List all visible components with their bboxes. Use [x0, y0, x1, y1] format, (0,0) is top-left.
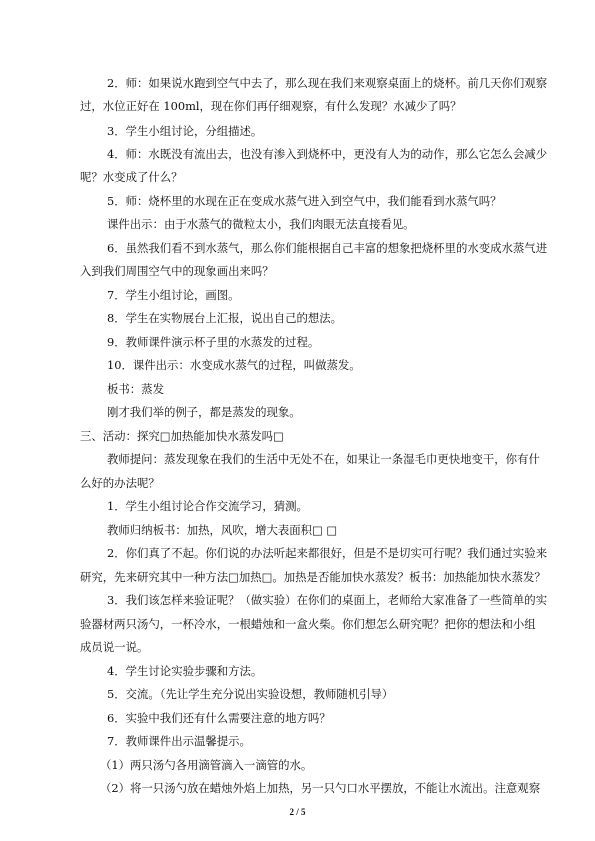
paragraph-line: 么好的办法呢？ [80, 476, 160, 490]
paragraph-line: （2）将一只汤勺放在蜡烛外焰上加热，另一只勺口水平摆放，不能让水流出。注意观察 [100, 781, 541, 795]
paragraph-line: 6．虽然我们看不到水蒸气，那么你们能根据自己丰富的想象把烧杯里的水变成水蒸气进 [107, 241, 548, 255]
paragraph-line: 研究，先来研究其中一种方法□加热□。加热是否能加快水蒸发？板书：加热能加快水蒸发？ [80, 570, 546, 584]
page-number: 2 / 5 [289, 807, 306, 817]
paragraph-line: 7．学生小组讨论，画图。 [107, 288, 240, 302]
paragraph-line: 9．教师课件演示杯子里的水蒸发的过程。 [107, 335, 320, 349]
paragraph-line: 教师归纳板书：加热，风吹，增大表面积□ □ [107, 523, 338, 537]
paragraph-line: 10．课件出示：水变成水蒸气的过程，叫做蒸发。 [107, 358, 361, 372]
paragraph-line: 2．师：如果说水跑到空气中去了，那么现在我们来观察桌面上的烧杯。前几天你们观察 [107, 76, 548, 90]
paragraph-line: 5．师：烧杯里的水现在正在变成水蒸气进入到空气中，我们能看到水蒸气吗？ [107, 194, 502, 208]
paragraph-line: 3．学生小组讨论，分组描述。 [107, 124, 263, 138]
paragraph-line: 入到我们周围空气中的现象画出来吗？ [80, 264, 274, 278]
paragraph-line: 3．我们该怎样来验证呢？（做实验）在你们的桌面上，老师给大家准备了一些简单的实 [107, 593, 548, 607]
paragraph-line: 验器材两只汤勺，一杯冷水，一根蜡烛和一盒火柴。你们想怎么研究呢？把你的想法和小组 [80, 617, 536, 631]
paragraph-line: 6．实验中我们还有什么需要注意的地方吗？ [107, 711, 331, 725]
paragraph-line: （1）两只汤勺各用滴管滴入一滴管的水。 [100, 758, 313, 772]
paragraph-line: 7．教师课件出示温馨提示。 [107, 734, 251, 748]
paragraph-line: 刚才我们举的例子，都是蒸发的现象。 [107, 405, 301, 419]
paragraph-line: 板书：蒸发 [107, 382, 164, 396]
paragraph-line: 1．学生小组讨论合作交流学习，猜测。 [107, 499, 308, 513]
paragraph-line: 过，水位正好在 100ml，现在你们再仔细观察，有什么发现？水减少了吗？ [80, 99, 462, 113]
paragraph-line: 2．你们真了不起。你们说的办法听起来都很好，但是不是切实可行呢？我们通过实验来 [107, 546, 548, 560]
section-heading: 三、活动：探究□加热能加快水蒸发吗□ [80, 429, 284, 443]
paragraph-line: 8．学生在实物展台上汇报，说出自己的想法。 [107, 311, 343, 325]
paragraph-line: 课件出示：由于水蒸气的微粒太小，我们肉眼无法直接看见。 [107, 217, 415, 231]
paragraph-line: 4．师：水既没有流出去，也没有渗入到烧杯中，更没有人为的动作，那么它怎么会减少 [107, 147, 548, 161]
paragraph-line: 教师提问：蒸发现象在我们的生活中无处不在，如果让一条湿毛巾更快地变干，你有什 [107, 452, 540, 466]
paragraph-line: 4．学生讨论实验步骤和方法。 [107, 664, 263, 678]
paragraph-line: 成员说一说。 [80, 640, 149, 654]
paragraph-line: 5．交流。（先让学生充分说出实验设想，教师随机引导） [107, 687, 394, 701]
paragraph-line: 呢？水变成了什么？ [80, 170, 183, 184]
